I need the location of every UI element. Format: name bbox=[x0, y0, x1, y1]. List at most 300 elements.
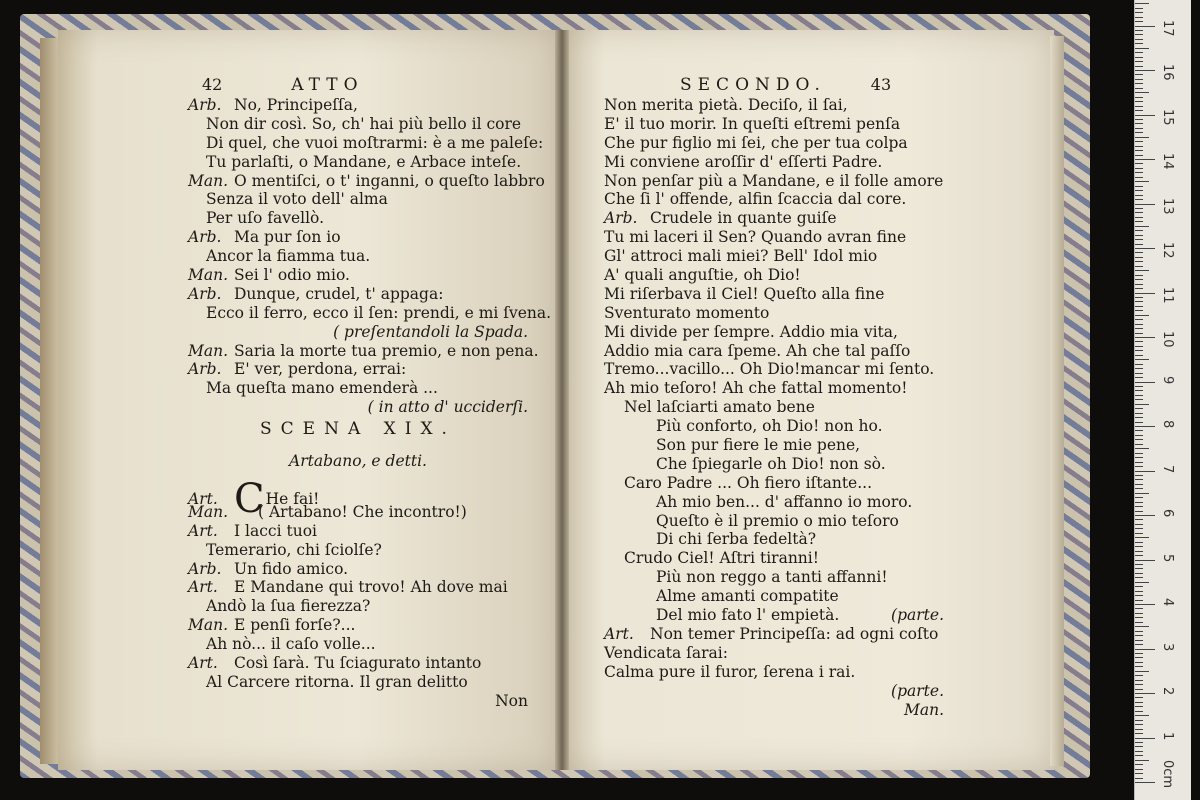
ruler-tick bbox=[1135, 564, 1143, 565]
ruler-tick bbox=[1135, 350, 1143, 351]
text-line bbox=[604, 228, 944, 247]
text-line bbox=[604, 625, 944, 644]
text-line bbox=[604, 266, 944, 285]
line-text: Alme amanti compatite bbox=[656, 587, 839, 606]
text-line bbox=[188, 503, 528, 522]
ruler-tick bbox=[1135, 30, 1143, 31]
ruler-tick bbox=[1135, 319, 1143, 320]
ruler-tick bbox=[1135, 662, 1143, 663]
line-text: Addio mia cara ſpeme. Ah che tal paſſo bbox=[604, 341, 911, 360]
ruler-tick bbox=[1135, 760, 1149, 761]
ruler-tick bbox=[1135, 644, 1143, 645]
line-text: Temerario, chi ſciolſe? bbox=[206, 540, 382, 559]
text-line bbox=[188, 379, 528, 398]
line-text: Dunque, crudel, t' appaga: bbox=[234, 284, 444, 303]
ruler-tick bbox=[1135, 177, 1143, 178]
ruler-tick bbox=[1135, 208, 1143, 209]
book-gutter bbox=[555, 30, 569, 770]
text-line bbox=[188, 341, 539, 361]
ruler-tick bbox=[1135, 101, 1143, 102]
right-page-number: 43 bbox=[870, 75, 892, 94]
ruler-tick bbox=[1135, 608, 1143, 609]
ruler-number: 6 bbox=[1160, 509, 1175, 518]
ruler-tick bbox=[1135, 666, 1143, 667]
ruler-tick bbox=[1135, 738, 1155, 739]
speaker-label: Art. bbox=[188, 654, 218, 673]
line-text: ( preſentandoli la Spada. bbox=[333, 322, 528, 341]
line-text: He fai! bbox=[265, 490, 320, 508]
line-text: Ma pur ſon io bbox=[234, 228, 341, 247]
ruler-tick bbox=[1135, 426, 1155, 427]
ruler-tick bbox=[1135, 328, 1143, 329]
ruler-tick bbox=[1135, 373, 1143, 374]
text-line bbox=[604, 360, 944, 379]
line-text: Un fido amico. bbox=[234, 559, 349, 578]
line-text: Di quel, che vuoi moſtrarmi: è a me paleſe: bbox=[206, 133, 544, 152]
ruler-number: 16 bbox=[1160, 64, 1175, 81]
ruler-tick bbox=[1135, 186, 1143, 187]
text-line bbox=[188, 560, 528, 579]
line-text: Che pur figlio mi ſei, che per tua colpa bbox=[604, 133, 908, 152]
ruler-tick bbox=[1135, 755, 1143, 756]
speaker-label: Man. bbox=[188, 171, 229, 190]
text-line bbox=[604, 115, 944, 134]
ruler-number: 4 bbox=[1160, 598, 1175, 607]
text-line bbox=[604, 209, 944, 228]
line-text: (parte. bbox=[891, 681, 944, 700]
text-line bbox=[188, 323, 528, 342]
line-text: Così ſarà. Tu ſciagurato intanto bbox=[234, 654, 482, 673]
text-line bbox=[604, 398, 944, 417]
line-text: E' ver, perdona, errai: bbox=[234, 360, 407, 379]
line-text: Più non reggo a tanti affanni! bbox=[656, 568, 888, 587]
ruler-tick bbox=[1135, 395, 1143, 396]
text-line bbox=[604, 701, 944, 720]
line-text: Non bbox=[495, 691, 528, 710]
ruler-number: 1 bbox=[1160, 731, 1175, 740]
text-line bbox=[604, 549, 944, 568]
line-text: E' il tuo morir. In queſti eſtremi penſa bbox=[604, 114, 901, 133]
ruler-tick bbox=[1135, 66, 1143, 67]
ruler-tick bbox=[1135, 413, 1143, 414]
text-line bbox=[188, 133, 544, 153]
line-text: Al Carcere ritorna. Il gran delitto bbox=[206, 672, 468, 691]
ruler-tick bbox=[1135, 680, 1143, 681]
line-text: Son pur fiere le mie pene, bbox=[656, 436, 861, 455]
text-line bbox=[188, 266, 528, 285]
ruler-tick bbox=[1135, 577, 1143, 578]
ruler-tick bbox=[1135, 8, 1143, 9]
ruler-tick bbox=[1135, 279, 1143, 280]
ruler-tick bbox=[1135, 742, 1143, 743]
text-line bbox=[604, 568, 944, 587]
ruler-tick bbox=[1135, 417, 1143, 418]
speaker-label: Arb. bbox=[188, 360, 222, 379]
line-text: ( in atto d' ucciderſi. bbox=[367, 398, 528, 417]
line-text: Crudele in quante guiſe bbox=[650, 209, 837, 228]
ruler-tick bbox=[1135, 689, 1143, 690]
ruler-tick bbox=[1135, 533, 1143, 534]
ruler-tick bbox=[1135, 163, 1143, 164]
ruler-tick bbox=[1135, 333, 1143, 334]
text-line bbox=[604, 663, 944, 682]
ruler-tick bbox=[1135, 617, 1143, 618]
text-line bbox=[604, 96, 944, 115]
measurement-ruler bbox=[1134, 0, 1191, 800]
ruler-tick bbox=[1135, 301, 1143, 302]
text-line bbox=[604, 644, 944, 663]
ruler-number: 14 bbox=[1160, 153, 1175, 170]
text-line bbox=[604, 493, 944, 512]
ruler-tick bbox=[1135, 12, 1143, 13]
text-line bbox=[188, 247, 528, 266]
ruler-tick bbox=[1135, 199, 1143, 200]
text-line bbox=[188, 303, 552, 323]
stage-direction: (parte. bbox=[891, 606, 944, 625]
text-line bbox=[604, 323, 944, 342]
ruler-number: 8 bbox=[1160, 420, 1175, 429]
text-line bbox=[188, 115, 528, 134]
line-text: Mi riſerbava il Ciel! Queſto alla fine bbox=[604, 284, 885, 303]
text-line bbox=[188, 673, 528, 692]
line-text: Saria la morte tua premio, e non pena. bbox=[234, 341, 539, 360]
ruler-tick bbox=[1135, 74, 1143, 75]
line-text: Gl' attroci mali miei? Bell' Idol mio bbox=[604, 247, 878, 266]
ruler-tick bbox=[1135, 337, 1155, 338]
line-text: Non temer Principeſſa: ad ogni coſto bbox=[650, 624, 939, 643]
ruler-tick bbox=[1135, 497, 1143, 498]
left-page-number: 42 bbox=[202, 75, 223, 94]
line-text: No, Principeſſa, bbox=[234, 96, 358, 114]
ruler-tick bbox=[1135, 17, 1143, 18]
line-text: Sventurato momento bbox=[604, 303, 770, 322]
ruler-tick bbox=[1135, 92, 1149, 93]
ruler-tick bbox=[1135, 586, 1143, 587]
ruler-tick bbox=[1135, 537, 1149, 538]
ruler-tick bbox=[1135, 346, 1143, 347]
ruler-tick bbox=[1135, 235, 1143, 236]
ruler-tick bbox=[1135, 355, 1143, 356]
line-text: Nel laſciarti amato bene bbox=[624, 398, 815, 417]
text-line bbox=[604, 342, 944, 361]
text-line bbox=[188, 578, 528, 597]
line-text: Queſto è il premio o mio teſoro bbox=[656, 511, 899, 530]
ruler-tick bbox=[1135, 315, 1149, 316]
ruler-tick bbox=[1135, 239, 1143, 240]
ruler-tick bbox=[1135, 524, 1143, 525]
ruler-tick bbox=[1135, 97, 1143, 98]
ruler-tick bbox=[1135, 729, 1143, 730]
right-running-head: SECONDO. bbox=[680, 75, 826, 95]
ruler-tick bbox=[1135, 83, 1143, 84]
ruler-number: 12 bbox=[1160, 242, 1175, 259]
ruler-tick bbox=[1135, 488, 1143, 489]
line-text: Calma pure il furor, ſerena i rai. bbox=[604, 662, 856, 681]
ruler-tick bbox=[1135, 671, 1149, 672]
line-text: E Mandane qui trovo! Ah dove mai bbox=[234, 578, 508, 597]
line-text: Tu mi laceri il Sen? Quando avran fine bbox=[604, 228, 907, 247]
text-line bbox=[188, 171, 545, 191]
ruler-tick bbox=[1135, 244, 1143, 245]
line-text: Man. bbox=[903, 700, 944, 719]
scene-characters: Artabano, e detti. bbox=[289, 452, 427, 470]
speaker-label: Arb. bbox=[188, 284, 222, 303]
text-line bbox=[604, 436, 944, 455]
ruler-tick bbox=[1135, 751, 1143, 752]
speaker-label: Arb. bbox=[188, 559, 222, 578]
line-text: Ah nò... il caſo volle... bbox=[206, 635, 376, 654]
line-text: Senza il voto dell' alma bbox=[206, 190, 388, 209]
speaker-label: Art. bbox=[188, 578, 218, 597]
ruler-unit-label: 0cm bbox=[1160, 760, 1175, 789]
text-line bbox=[188, 522, 528, 541]
text-line bbox=[188, 692, 528, 711]
ruler-tick bbox=[1135, 591, 1143, 592]
ruler-tick bbox=[1135, 778, 1143, 779]
ruler-tick bbox=[1135, 697, 1143, 698]
ruler-tick bbox=[1135, 782, 1155, 783]
ruler-tick bbox=[1135, 706, 1143, 707]
ruler-tick bbox=[1135, 123, 1143, 124]
ruler-tick bbox=[1135, 511, 1143, 512]
ruler-tick bbox=[1135, 573, 1143, 574]
left-header bbox=[202, 76, 442, 95]
text-line bbox=[188, 398, 528, 417]
text-line bbox=[604, 606, 944, 625]
ruler-tick bbox=[1135, 466, 1143, 467]
speaker-label: Arb. bbox=[188, 96, 222, 114]
ruler-tick bbox=[1135, 172, 1143, 173]
ruler-tick bbox=[1135, 448, 1149, 449]
speaker-label: Man. bbox=[188, 341, 229, 360]
ruler-tick bbox=[1135, 479, 1143, 480]
line-text: Ancor la fiamma tua. bbox=[206, 247, 371, 266]
ruler-number: 2 bbox=[1160, 687, 1175, 696]
ruler-tick bbox=[1135, 502, 1143, 503]
ruler-tick bbox=[1135, 568, 1143, 569]
ruler-tick bbox=[1135, 693, 1155, 694]
ruler-tick bbox=[1135, 88, 1143, 89]
ruler-tick bbox=[1135, 675, 1143, 676]
ruler-tick bbox=[1135, 159, 1155, 160]
text-line bbox=[604, 530, 944, 549]
ruler-tick bbox=[1135, 110, 1143, 111]
ruler-tick bbox=[1135, 132, 1143, 133]
ruler-tick bbox=[1135, 484, 1143, 485]
line-text: Crudo Ciel! Aſtri tiranni! bbox=[624, 549, 819, 568]
ruler-tick bbox=[1135, 404, 1149, 405]
ruler-tick bbox=[1135, 324, 1143, 325]
text-line bbox=[188, 616, 528, 635]
ruler-tick bbox=[1135, 702, 1143, 703]
ruler-tick bbox=[1135, 368, 1143, 369]
ruler-tick bbox=[1135, 39, 1143, 40]
ruler-tick bbox=[1135, 48, 1149, 49]
line-text: Non penſar più a Mandane, e il folle amore bbox=[604, 171, 944, 190]
ruler-tick bbox=[1135, 204, 1155, 205]
ruler-tick bbox=[1135, 613, 1143, 614]
ruler-tick bbox=[1135, 284, 1143, 285]
line-text: Andò la ſua fierezza? bbox=[206, 597, 371, 616]
ruler-tick bbox=[1135, 3, 1149, 4]
ruler-tick bbox=[1135, 653, 1143, 654]
line-text: Tremo...vacillo... Oh Dio!mancar mi ſento. bbox=[604, 360, 935, 379]
ruler-tick bbox=[1135, 604, 1155, 605]
ruler-number: 17 bbox=[1160, 19, 1175, 37]
ruler-tick bbox=[1135, 364, 1143, 365]
drop-cap: C bbox=[234, 476, 265, 522]
text-line bbox=[188, 153, 528, 172]
ruler-tick bbox=[1135, 439, 1143, 440]
ruler-tick bbox=[1135, 297, 1143, 298]
line-text: Più conforto, oh Dio! non ho. bbox=[656, 417, 883, 436]
ruler-tick bbox=[1135, 252, 1143, 253]
ruler-tick bbox=[1135, 769, 1143, 770]
ruler-tick bbox=[1135, 542, 1143, 543]
text-line bbox=[188, 360, 528, 379]
ruler-tick bbox=[1135, 684, 1143, 685]
ruler-tick bbox=[1135, 106, 1143, 107]
ruler-tick bbox=[1135, 551, 1143, 552]
line-text: O mentiſci, o t' inganni, o queſto labbro bbox=[234, 171, 545, 190]
ruler-tick bbox=[1135, 720, 1143, 721]
ruler-tick bbox=[1135, 390, 1143, 391]
ruler-tick bbox=[1135, 519, 1143, 520]
ruler-tick bbox=[1135, 546, 1143, 547]
ruler-tick bbox=[1135, 382, 1155, 383]
text-line bbox=[604, 285, 944, 304]
text-line bbox=[188, 541, 528, 560]
ruler-tick bbox=[1135, 119, 1143, 120]
ruler-tick bbox=[1135, 275, 1143, 276]
text-line bbox=[604, 455, 944, 474]
text-line bbox=[188, 96, 528, 115]
ruler-tick bbox=[1135, 168, 1143, 169]
line-text: E penſi forſe?... bbox=[234, 616, 356, 635]
ruler-tick bbox=[1135, 649, 1155, 650]
ruler-tick bbox=[1135, 453, 1143, 454]
ruler-tick bbox=[1135, 622, 1143, 623]
ruler-tick bbox=[1135, 226, 1149, 227]
speaker-label: Man. bbox=[188, 502, 229, 521]
text-line bbox=[188, 597, 528, 616]
line-text: Ecco il ferro, ecco il ſen: prendi, e mi ſvena. bbox=[206, 303, 552, 322]
speaker-label: Man. bbox=[188, 266, 229, 285]
ruler-tick bbox=[1135, 506, 1143, 507]
ruler-number: 5 bbox=[1160, 553, 1175, 562]
text-line bbox=[604, 247, 944, 266]
ruler-tick bbox=[1135, 515, 1155, 516]
ruler-tick bbox=[1135, 293, 1155, 294]
ruler-tick bbox=[1135, 635, 1143, 636]
scene-title: SCENA XIX. bbox=[260, 419, 456, 439]
text-line bbox=[604, 172, 944, 191]
ruler-tick bbox=[1135, 626, 1149, 627]
ruler-tick bbox=[1135, 230, 1143, 231]
ruler-tick bbox=[1135, 640, 1143, 641]
ruler-number: 15 bbox=[1160, 108, 1175, 126]
ruler-tick bbox=[1135, 711, 1143, 712]
line-text: Ma queſta mano emenderà ... bbox=[206, 379, 438, 398]
line-text: Di chi ſerba fedeltà? bbox=[656, 530, 817, 549]
text-line bbox=[604, 153, 944, 172]
line-text: Tu parlaſti, o Mandane, e Arbace inteſe. bbox=[206, 152, 522, 171]
ruler-tick bbox=[1135, 733, 1143, 734]
line-text: Ah mio teſoro! Ah che fattal momento! bbox=[604, 379, 908, 398]
line-text: Che ſi l' offende, alfin ſcaccia dal core. bbox=[604, 190, 907, 209]
ruler-number: 7 bbox=[1160, 464, 1175, 473]
text-line bbox=[604, 379, 944, 398]
ruler-tick bbox=[1135, 582, 1149, 583]
line-text: ( Artabano! Che incontro!) bbox=[258, 502, 467, 521]
ruler-tick bbox=[1135, 79, 1143, 80]
line-text: Non dir così. So, ch' hai più bello il core bbox=[206, 114, 522, 133]
ruler-tick bbox=[1135, 306, 1143, 307]
right-header bbox=[680, 76, 930, 95]
ruler-tick bbox=[1135, 270, 1149, 271]
ruler-tick bbox=[1135, 52, 1143, 53]
ruler-tick bbox=[1135, 128, 1143, 129]
ruler-tick bbox=[1135, 773, 1143, 774]
ruler-tick bbox=[1135, 457, 1143, 458]
ruler-tick bbox=[1135, 137, 1149, 138]
ruler-number: 13 bbox=[1160, 197, 1175, 215]
text-line bbox=[188, 654, 528, 673]
ruler-number: 9 bbox=[1160, 375, 1175, 384]
speaker-label: Arb. bbox=[604, 209, 638, 228]
line-text: Mi divide per ſempre. Addio mia vita, bbox=[604, 322, 898, 341]
text-line bbox=[188, 209, 528, 228]
ruler-tick bbox=[1135, 195, 1143, 196]
ruler-tick bbox=[1135, 217, 1143, 218]
ruler-tick bbox=[1135, 248, 1155, 249]
ruler-tick bbox=[1135, 724, 1143, 725]
line-text: I lacci tuoi bbox=[234, 521, 317, 540]
ruler-tick bbox=[1135, 555, 1143, 556]
ruler-tick bbox=[1135, 430, 1143, 431]
ruler-tick bbox=[1135, 70, 1155, 71]
ruler-tick bbox=[1135, 422, 1143, 423]
text-line bbox=[604, 304, 944, 323]
ruler-tick bbox=[1135, 715, 1149, 716]
speaker-label: Art. bbox=[188, 521, 218, 540]
speaker-label: Man. bbox=[188, 616, 229, 635]
ruler-tick bbox=[1135, 399, 1143, 400]
ruler-tick bbox=[1135, 600, 1143, 601]
text-line bbox=[188, 228, 528, 247]
ruler-tick bbox=[1135, 764, 1143, 765]
ruler-tick bbox=[1135, 115, 1155, 116]
text-line bbox=[604, 474, 944, 493]
page-edges-right bbox=[1050, 36, 1064, 766]
ruler-tick bbox=[1135, 631, 1143, 632]
ruler-tick bbox=[1135, 61, 1143, 62]
ruler-tick bbox=[1135, 528, 1143, 529]
ruler-tick bbox=[1135, 435, 1143, 436]
ruler-tick bbox=[1135, 475, 1143, 476]
ruler-tick bbox=[1135, 493, 1149, 494]
ruler-tick bbox=[1135, 310, 1143, 311]
ruler-tick bbox=[1135, 57, 1143, 58]
ruler-tick bbox=[1135, 34, 1143, 35]
ruler-tick bbox=[1135, 257, 1143, 258]
ruler-tick bbox=[1135, 21, 1143, 22]
ruler-tick bbox=[1135, 746, 1143, 747]
ruler-tick bbox=[1135, 155, 1143, 156]
line-text: Ah mio ben... d' affanno io moro. bbox=[656, 492, 913, 511]
ruler-tick bbox=[1135, 408, 1143, 409]
line-text: Sei l' odio mio. bbox=[234, 266, 350, 285]
